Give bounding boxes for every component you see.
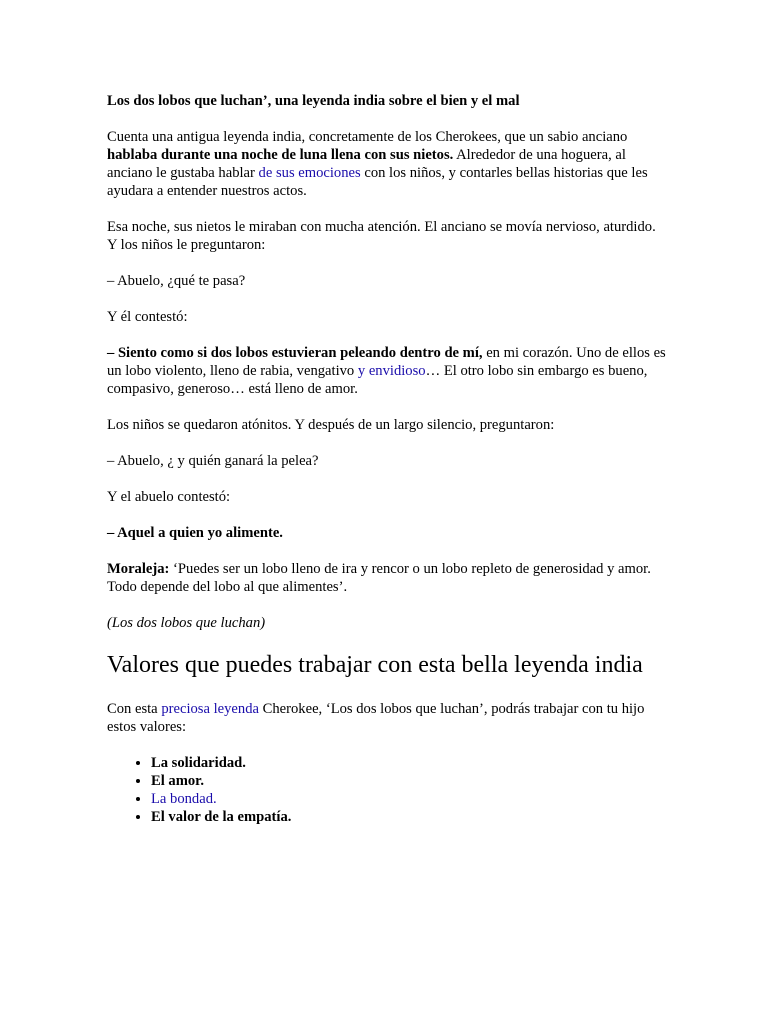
source-text: (Los dos lobos que luchan) (107, 615, 266, 631)
paragraph-feed (107, 524, 667, 542)
list-item: • El amor. (151, 772, 667, 790)
link-preciosa-leyenda[interactable]: preciosa leyenda (161, 701, 259, 717)
paragraph-intro (107, 128, 667, 200)
list-item: • El valor de la empatía. (151, 808, 667, 826)
paragraph-night: Esa noche, sus nietos le miraban con mucha atención. El anciano se movía nervioso, aturdido. Y los niños le preguntaron: (107, 219, 656, 253)
paragraph-question: – Abuelo, ¿qué te pasa? (107, 273, 246, 289)
bold-text: – Aquel a quien yo alimente. (107, 525, 283, 541)
text: … El otro lobo sin embargo es bueno, compasivo, generoso… está lleno de amor. (107, 363, 648, 397)
text: Cherokee, ‘Los dos lobos que luchan’, podrás trabajar con tu hijo estos valores: (107, 701, 645, 735)
text: en mi corazón. Uno de ellos es un lobo violento, lleno de rabia, vengativo (107, 345, 666, 379)
paragraph-grandfather-answer: Y el abuelo contestó: (107, 489, 231, 505)
paragraph-who-wins: – Abuelo, ¿ y quién ganará la pelea? (107, 453, 319, 469)
values-intro (107, 700, 667, 736)
link-emociones[interactable]: de sus emociones (258, 165, 361, 181)
text: Cuenta una antigua leyenda india, concretamente de los Cherokees, que un sabio anciano (107, 129, 628, 145)
values-heading: Valores que puedes trabajar con esta bella leyenda india (107, 652, 643, 678)
article-title: Los dos lobos que luchan’, una leyenda india sobre el bien y el mal (107, 93, 520, 109)
link-la-bondad[interactable]: La bondad. (151, 791, 217, 807)
list-item: • La solidaridad. (151, 754, 667, 772)
list-item-link (151, 790, 667, 808)
paragraph-moral (107, 560, 667, 596)
bold-text: – Siento como si dos lobos estuvieran peleando dentro de mí, (107, 345, 483, 361)
paragraph-answer-intro: Y él contestó: (107, 309, 188, 325)
values-list (107, 754, 667, 826)
paragraph-two-wolves (107, 344, 667, 398)
text: Alrededor de una hoguera, al anciano le gustaba hablar (107, 147, 626, 181)
moral-label: Moraleja: (107, 561, 170, 577)
document-page (107, 92, 667, 826)
bold-text: hablaba durante una noche de luna llena con sus nietos. (107, 147, 454, 163)
text: Con esta (107, 701, 162, 717)
link-envidioso[interactable]: y envidioso (357, 363, 426, 379)
source-note (107, 614, 667, 632)
text: con los niños, y contarles bellas historias que les ayudara a entender nuestros actos. (107, 165, 648, 199)
paragraph-children: Los niños se quedaron atónitos. Y después de un largo silencio, preguntaron: (107, 417, 555, 433)
moral-text: ‘Puedes ser un lobo lleno de ira y rencor o un lobo repleto de generosidad y amor. Todo depende del lobo al que alimentes’. (107, 561, 651, 595)
